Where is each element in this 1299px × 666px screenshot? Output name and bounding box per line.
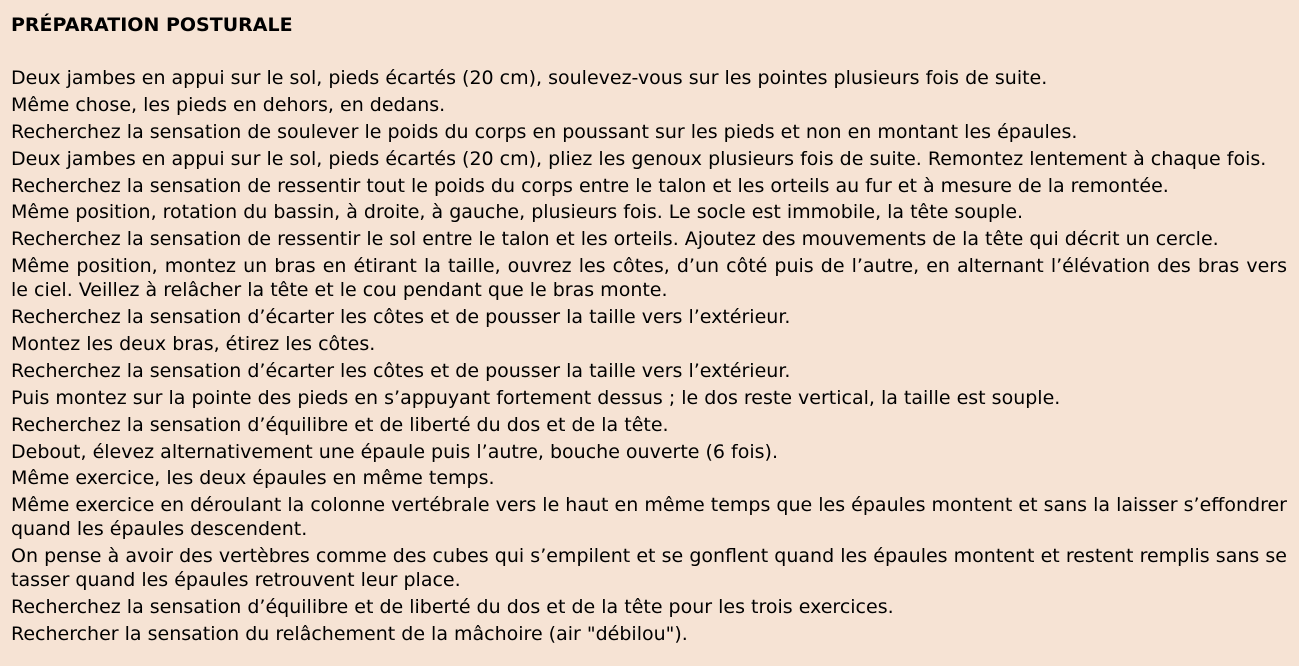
- paragraph-10: Montez les deux bras, étirez les côtes.: [11, 333, 376, 356]
- paragraph-9: Recherchez la sensation d’écarter les côtes et de pousser la taille vers l’extérieur.: [11, 306, 791, 329]
- paragraph-5: Recherchez la sensation de ressentir tout le poids du corps entre le talon et les orteils au fur et à mesure de la remontée.: [11, 174, 1169, 197]
- paragraph-16: Même exercice en déroulant la colonne vertébrale vers le haut en même temps que les épaules montent et sans la laisser s’effondrer quand les épaules descendent.: [11, 494, 1287, 541]
- paragraph-14: Debout, élevez alternativement une épaule puis l’autre, bouche ouverte (6 fois).: [11, 440, 779, 463]
- paragraph-13: Recherchez la sensation d’équilibre et de liberté du dos et de la tête.: [11, 413, 669, 436]
- paragraph-11: Recherchez la sensation d’écarter les côtes et de pousser la taille vers l’extérieur.: [11, 359, 791, 382]
- paragraph-7: Recherchez la sensation de ressentir le sol entre le talon et les orteils. Ajoutez des mouvements de la tête qui décrit un cercle.: [11, 228, 1219, 251]
- paragraph-12: Puis montez sur la pointe des pieds en s’appuyant fortement dessus ; le dos reste vertical, la taille est souple.: [11, 386, 1061, 409]
- paragraph-15: Même exercice, les deux épaules en même temps.: [11, 467, 495, 490]
- paragraph-18: Recherchez la sensation d’équilibre et de liberté du dos et de la tête pour les trois exercices.: [11, 596, 894, 619]
- paragraph-1: Deux jambes en appui sur le sol, pieds écartés (20 cm), soulevez-vous sur les pointes plusieurs fois de suite.: [11, 67, 1048, 89]
- paragraph-2: Même chose, les pieds en dehors, en dedans.: [11, 93, 446, 116]
- paragraph-8: Même position, montez un bras en étirant la taille, ouvrez les côtes, d’un côté puis de l’autre, en alternant l’élévation des bras vers le ciel. Veillez à relâcher la tête et le cou pendant que le bras monte.: [11, 255, 1287, 302]
- paragraph-17: On pense à avoir des vertèbres comme des cubes qui s’empilent et se gonflent quand les épaules montent et restent remplis sans se tasser quand les épaules retrouvent leur place.: [11, 545, 1287, 592]
- instruction-list: [11, 66, 1287, 646]
- paragraph-3: Recherchez la sensation de soulever le poids du corps en poussant sur les pieds et non en montant les épaules.: [11, 120, 1078, 143]
- paragraph-4: Deux jambes en appui sur le sol, pieds écartés (20 cm), pliez les genoux plusieurs fois de suite. Remontez lentement à chaque fois.: [11, 147, 1267, 170]
- paragraph-19: Rechercher la sensation du relâchement de la mâchoire (air "débilou").: [11, 623, 688, 646]
- paragraph-6: Même position, rotation du bassin, à droite, à gauche, plusieurs fois. Le socle est immobile, la tête souple.: [11, 201, 1024, 224]
- page-title: PRÉPARATION POSTURALE: [11, 14, 293, 36]
